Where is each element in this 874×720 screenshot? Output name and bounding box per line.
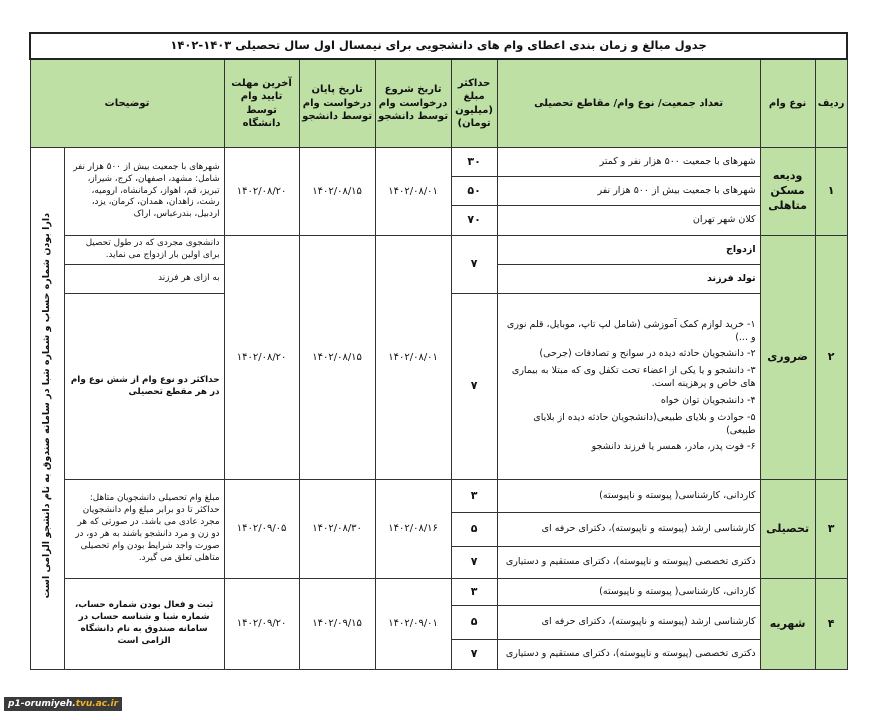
category-cell: کارشناسی ارشد (پیوسته و ناپیوسته)، دکترای حرفه ای <box>497 513 760 547</box>
category-cell: کارشناسی ارشد (پیوسته و ناپیوسته)، دکترای حرفه ای <box>497 606 760 640</box>
table-title: جدول مبالغ و زمان بندی اعطای وام های دانشجویی برای نیمسال اول سال تحصیلی ۱۴۰۳-۱۴۰۲ <box>30 33 847 59</box>
approval-deadline: ۱۴۰۲/۰۸/۲۰ <box>224 236 299 480</box>
amount-cell: ۵ <box>451 606 497 640</box>
list-item: ۱- خرید لوازم کمک آموزشی (شامل لپ تاپ، موبایل، قلم نوری و ...) <box>506 318 756 343</box>
list-item: ۲- دانشجویان حادثه دیده در سوانح و تصادفات (جرحی) <box>539 348 756 360</box>
row-number: ۴ <box>815 579 847 670</box>
category-cell: شهرهای با جمعیت بیش از ۵۰۰ هزار نفر <box>497 177 760 206</box>
list-item: ۴- دانشجویان توان خواه <box>660 394 756 406</box>
amount-cell: ۳۰ <box>451 148 497 177</box>
start-date: ۱۴۰۲/۰۸/۰۱ <box>375 148 451 236</box>
amount-cell: ۷ <box>451 547 497 579</box>
start-date: ۱۴۰۲/۰۹/۰۱ <box>375 579 451 670</box>
header-start-date: تاریخ شروع درخواست وام توسط دانشجو <box>375 59 451 148</box>
side-note: دارا بودن شماره حساب و شماره شبا در سامانه صندوق به نام دانشجو الزامی است <box>30 148 64 670</box>
header-end-date: تاریخ پایان درخواست وام توسط دانشجو <box>299 59 375 148</box>
row-number: ۳ <box>815 480 847 579</box>
start-date: ۱۴۰۲/۰۸/۰۱ <box>375 236 451 480</box>
list-item: ۳- دانشجو و یا یکی از اعضاء تحت تکفل وی که مبتلا به بیماری های خاص و پرهزینه است. <box>511 365 756 390</box>
amount-cell: ۳ <box>451 579 497 606</box>
loan-type: ودیعه مسکن متاهلی <box>760 148 815 236</box>
note-cell: دانشجوی مجردی که در طول تحصیل برای اولین بار ازدواج می نماید. <box>64 236 224 265</box>
category-cell: دکتری تخصصی (پیوسته و ناپیوسته)، دکترای مستقیم و دستیاری <box>497 547 760 579</box>
note-cell: مبلغ وام تحصیلی دانشجویان متاهل: حداکثر تا دو برابر مبلغ وام دانشجویان مجرد عادی می باشد. در صورتی که هر دو زن و مرد دانشجو باشند به هر دو، در صورت واجد شرایط بودن وام تحصیلی متاهلی تعلق می گیرد. <box>64 480 224 579</box>
category-list <box>497 294 760 480</box>
amount-cell: ۷ <box>451 294 497 480</box>
table-row <box>30 579 847 606</box>
category-cell: کلان شهر تهران <box>497 206 760 236</box>
table-row <box>30 148 847 177</box>
category-cell: کاردانی، کارشناسی( پیوسته و ناپیوسته) <box>497 579 760 606</box>
end-date: ۱۴۰۲/۰۸/۱۵ <box>299 148 375 236</box>
end-date: ۱۴۰۲/۰۹/۱۵ <box>299 579 375 670</box>
row-number: ۲ <box>815 236 847 480</box>
note-cell: شهرهای با جمعیت بیش از ۵۰۰ هزار نفر شامل: مشهد، اصفهان، کرج، شیراز، تبریز، قم، اهواز، کرمانشاه، ارومیه، رشت، زاهدان، همدان، کرمان، یزد، اردبیل، بندرعباس، اراک <box>64 148 224 236</box>
amount-cell: ۵۰ <box>451 177 497 206</box>
site-watermark: p1-orumiyeh.tvu.ac.ir <box>4 697 122 711</box>
table-row <box>30 480 847 513</box>
amount-cell: ۳ <box>451 480 497 513</box>
approval-deadline: ۱۴۰۲/۰۸/۲۰ <box>224 148 299 236</box>
header-row <box>30 59 847 148</box>
row-number: ۱ <box>815 148 847 236</box>
category-cell: تولد فرزند <box>497 265 760 294</box>
list-item: ۶- فوت پدر، مادر، همسر یا فرزند دانشجو <box>591 441 756 453</box>
header-loan-type: نوع وام <box>760 59 815 148</box>
end-date: ۱۴۰۲/۰۸/۱۵ <box>299 236 375 480</box>
amount-cell: ۷ <box>451 236 497 294</box>
category-cell: دکتری تخصصی (پیوسته و ناپیوسته)، دکترای مستقیم و دستیاری <box>497 640 760 670</box>
end-date: ۱۴۰۲/۰۸/۳۰ <box>299 480 375 579</box>
amount-cell: ۵ <box>451 513 497 547</box>
note-cell: به ازای هر فرزند <box>64 265 224 294</box>
loan-schedule-sheet <box>29 32 846 692</box>
header-approval-deadline: آخرین مهلت تایید وام توسط دانشگاه <box>224 59 299 148</box>
loan-type: تحصیلی <box>760 480 815 579</box>
header-max-amount: حداکثر مبلغ (میلیون تومان) <box>451 59 497 148</box>
table-row <box>30 236 847 265</box>
approval-deadline: ۱۴۰۲/۰۹/۲۰ <box>224 579 299 670</box>
loan-type: ضروری <box>760 236 815 480</box>
note-cell: حداکثر دو نوع وام از شش نوع وام در هر مقطع تحصیلی <box>64 294 224 480</box>
amount-cell: ۷ <box>451 640 497 670</box>
start-date: ۱۴۰۲/۰۸/۱۶ <box>375 480 451 579</box>
list-item: ۵- حوادث و بلایای طبیعی(دانشجویان حادثه دیده از بلایای طبیعی) <box>533 411 756 436</box>
header-category: تعداد جمعیت/ نوع وام/ مقاطع تحصیلی <box>497 59 760 148</box>
category-cell: کاردانی، کارشناسی( پیوسته و ناپیوسته) <box>497 480 760 513</box>
approval-deadline: ۱۴۰۲/۰۹/۰۵ <box>224 480 299 579</box>
category-cell: شهرهای با جمعیت ۵۰۰ هزار نفر و کمتر <box>497 148 760 177</box>
header-notes: توضیحات <box>30 59 224 148</box>
note-cell: ثبت و فعال بودن شماره حساب، شماره شبا و شناسه حساب در سامانه صندوق به نام دانشگاه الزامی است <box>64 579 224 670</box>
loan-schedule-table <box>29 32 848 670</box>
category-cell: ازدواج <box>497 236 760 265</box>
amount-cell: ۷۰ <box>451 206 497 236</box>
loan-type: شهریه <box>760 579 815 670</box>
header-radif: ردیف <box>815 59 847 148</box>
